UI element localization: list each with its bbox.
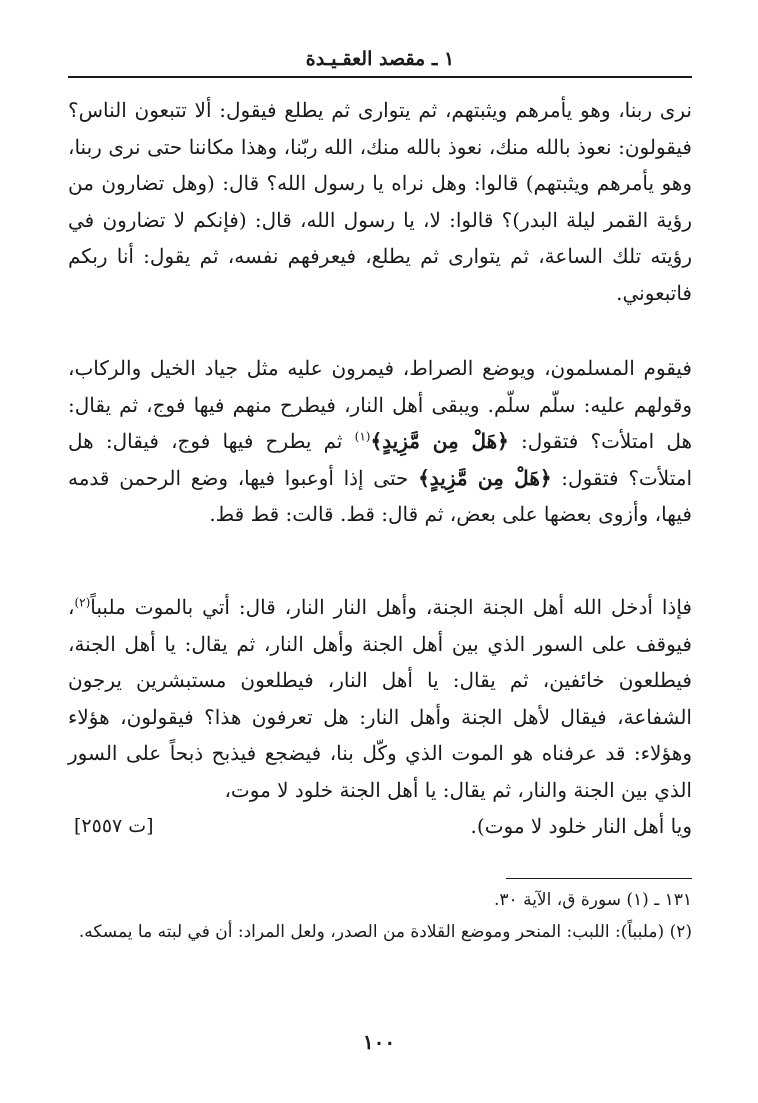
paragraph-3-closing: ويا أهل النار خلود لا موت). bbox=[470, 814, 692, 838]
quran-quote-1: ﴿هَلْ مِن مَّزِيدٍ﴾ bbox=[370, 429, 509, 453]
footnote-divider bbox=[506, 878, 692, 879]
quran-quote-2: ﴿هَلْ مِن مَّزِيدٍ﴾ bbox=[418, 465, 552, 490]
page-number: ١٠٠ bbox=[362, 1030, 396, 1054]
paragraph-1-text: نرى ربنا، وهو يأمرهم ويثبتهم، ثم يتوارى ثم يطلع فيقول: ألا تتبعون الناس؟ فيقولون: نعوذ بالله منك، نعوذ بالله منك، الله ربّنا، وهذا مكاننا حتى نرى ربنا، وهو يأمرهم ويثبتهم) قالوا: وهل نراه يا رسول الله؟ قال: (وهل تضارون من رؤية القمر ليلة البدر)؟ قالوا: لا، يا رسول الله، قال: (فإنكم لا تضارون في رؤيته تلك الساعة، ثم يتوارى ثم يطلع، فيعرفهم نفسه، ثم يقول: أنا ربكم فاتبعوني. bbox=[68, 98, 693, 305]
header-divider bbox=[68, 76, 692, 78]
footnote-1: ١٣١ ـ (١) سورة ق، الآية ٣٠. bbox=[494, 890, 692, 910]
paragraph-1 bbox=[68, 92, 692, 311]
paragraph-3-part-a: فإذا أدخل الله أهل الجنة الجنة، وأهل النار النار، قال: أتي بالموت ملبباً bbox=[90, 595, 692, 619]
paragraph-3 bbox=[68, 589, 692, 845]
footnote-marker-1[interactable]: (١) bbox=[354, 429, 371, 444]
paragraph-2-part-c: حتى إذا أوعبوا فيها، وضع الرحمن قدمه فيها، وأزوى بعضها على بعض، ثم قال: قط. قالت: قط قط. bbox=[68, 465, 692, 526]
hadith-reference: [ت ٢٥٥٧] bbox=[74, 815, 154, 837]
footnote-2: (٢) (ملبباً): اللبب: المنحر وموضع القلادة من الصدر، ولعل المراد: أن في لبته ما يمسكه. bbox=[78, 922, 692, 942]
footnote-marker-2[interactable]: (٢) bbox=[74, 595, 91, 610]
paragraph-2-part-b: ثم يطرح فيها فوج، فيقال: هل امتلأت؟ فتقول: bbox=[68, 429, 693, 490]
paragraph-2 bbox=[68, 350, 692, 533]
paragraph-3-text bbox=[68, 589, 692, 808]
paragraph-2-part-a: فيقوم المسلمون، ويوضع الصراط، فيمرون عليه مثل جياد الخيل والركاب، وقولهم عليه: سلّم سلّم. ويبقى أهل النار، فيطرح منهم فيها فوج، ثم يقال: هل امتلأت؟ فتقول: bbox=[68, 356, 693, 453]
paragraph-3-last-line bbox=[68, 808, 692, 845]
paragraph-3-part-b: ، فيوقف على السور الذي بين أهل الجنة وأهل النار، ثم يقال: يا أهل الجنة، فيطلعون خائفين، ثم يقال: يا أهل النار، فيطلعون مستبشرين يرجون الشفاعة، فيقال لأهل الجنة وأهل النار: هل تعرفون هذا؟ فيقولون، هؤلاء وهؤلاء: قد عرفناه هو الموت الذي وكّل بنا، فيضجع فيذبح ذبحاً على السور الذي بين الجنة والنار، ثم يقال: يا أهل الجنة خلود لا موت، bbox=[68, 595, 692, 802]
running-header: ١ ـ مقصد العقـيـدة bbox=[305, 48, 455, 70]
footnotes bbox=[68, 884, 692, 948]
paragraph-2-text bbox=[68, 350, 692, 533]
